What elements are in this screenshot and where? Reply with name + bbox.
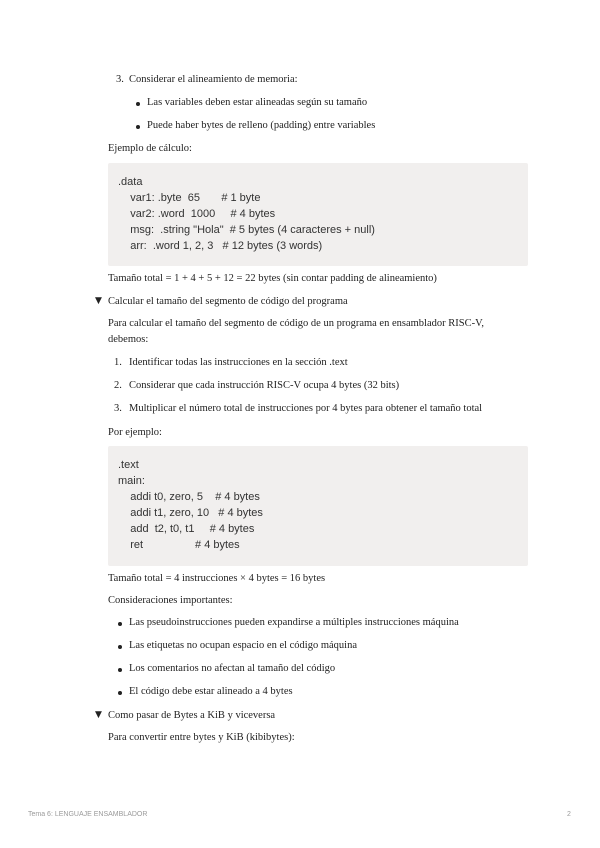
code-line: msg: .string "Hola" # 5 bytes (4 caracteres + null) bbox=[118, 224, 375, 236]
code-line: .data bbox=[118, 176, 143, 188]
list-item: Puede haber bytes de relleno (padding) entre variables bbox=[147, 120, 376, 131]
list-number: 2. bbox=[114, 380, 122, 391]
code-line: main: bbox=[118, 475, 145, 487]
list-item-text: Considerar que cada instrucción RISC-V ocupa 4 bytes (32 bits) bbox=[129, 380, 400, 391]
list-item-text: Considerar el alineamiento de memoria: bbox=[129, 74, 298, 85]
code-line: arr: .word 1, 2, 3 # 12 bytes (3 words) bbox=[118, 240, 323, 252]
code-block-data bbox=[108, 163, 528, 266]
bullet-icon bbox=[136, 125, 140, 129]
list-number: 3. bbox=[116, 74, 124, 85]
code-line: .text bbox=[118, 459, 139, 471]
list-item: Los comentarios no afectan al tamaño del código bbox=[129, 663, 336, 674]
bullet-icon bbox=[136, 102, 140, 106]
list-item: Las etiquetas no ocupan espacio en el código máquina bbox=[129, 640, 358, 651]
page-number: 2 bbox=[567, 811, 571, 818]
list-item-text: Identificar todas las instrucciones en la sección .text bbox=[129, 357, 348, 368]
list-item-text: Multiplicar el número total de instrucciones por 4 bytes para obtener el tamaño total bbox=[129, 403, 483, 414]
total-size-text: Tamaño total = 4 instrucciones × 4 bytes = 16 bytes bbox=[108, 573, 326, 584]
section-title: Como pasar de Bytes a KiB y viceversa bbox=[108, 710, 276, 721]
section-title: Calcular el tamaño del segmento de código del programa bbox=[108, 296, 348, 307]
list-number: 1. bbox=[114, 357, 122, 368]
bullet-icon bbox=[118, 622, 122, 626]
code-line: var1: .byte 65 # 1 byte bbox=[118, 192, 261, 204]
collapse-toggle-icon[interactable]: ▼ bbox=[95, 710, 102, 720]
list-item: Las variables deben estar alineadas según su tamaño bbox=[147, 97, 368, 108]
code-line: addi t0, zero, 5 # 4 bytes bbox=[118, 491, 260, 503]
bullet-icon bbox=[118, 645, 122, 649]
bullet-icon bbox=[118, 668, 122, 672]
code-block-text bbox=[108, 446, 528, 566]
paragraph-text: Para calcular el tamaño del segmento de código de un programa en ensamblador RISC-V, bbox=[108, 318, 484, 329]
list-number: 3. bbox=[114, 403, 122, 414]
list-item: El código debe estar alineado a 4 bytes bbox=[129, 686, 293, 697]
code-line: add t2, t0, t1 # 4 bytes bbox=[118, 523, 255, 535]
paragraph-text: debemos: bbox=[108, 334, 149, 345]
example-label: Por ejemplo: bbox=[108, 427, 162, 438]
collapse-toggle-icon[interactable]: ▼ bbox=[95, 296, 102, 306]
list-item: Las pseudoinstrucciones pueden expandirse a múltiples instrucciones máquina bbox=[129, 617, 459, 628]
footer-title: Tema 6: LENGUAJE ENSAMBLADOR bbox=[28, 811, 148, 818]
example-label: Ejemplo de cálculo: bbox=[108, 143, 192, 154]
considerations-label: Consideraciones importantes: bbox=[108, 595, 233, 606]
bullet-icon bbox=[118, 691, 122, 695]
code-line: var2: .word 1000 # 4 bytes bbox=[118, 208, 276, 220]
code-line: ret # 4 bytes bbox=[118, 539, 240, 551]
code-line: addi t1, zero, 10 # 4 bytes bbox=[118, 507, 263, 519]
paragraph-text: Para convertir entre bytes y KiB (kibibytes): bbox=[108, 732, 295, 743]
total-size-text: Tamaño total = 1 + 4 + 5 + 12 = 22 bytes (sin contar padding de alineamiento) bbox=[108, 273, 437, 284]
